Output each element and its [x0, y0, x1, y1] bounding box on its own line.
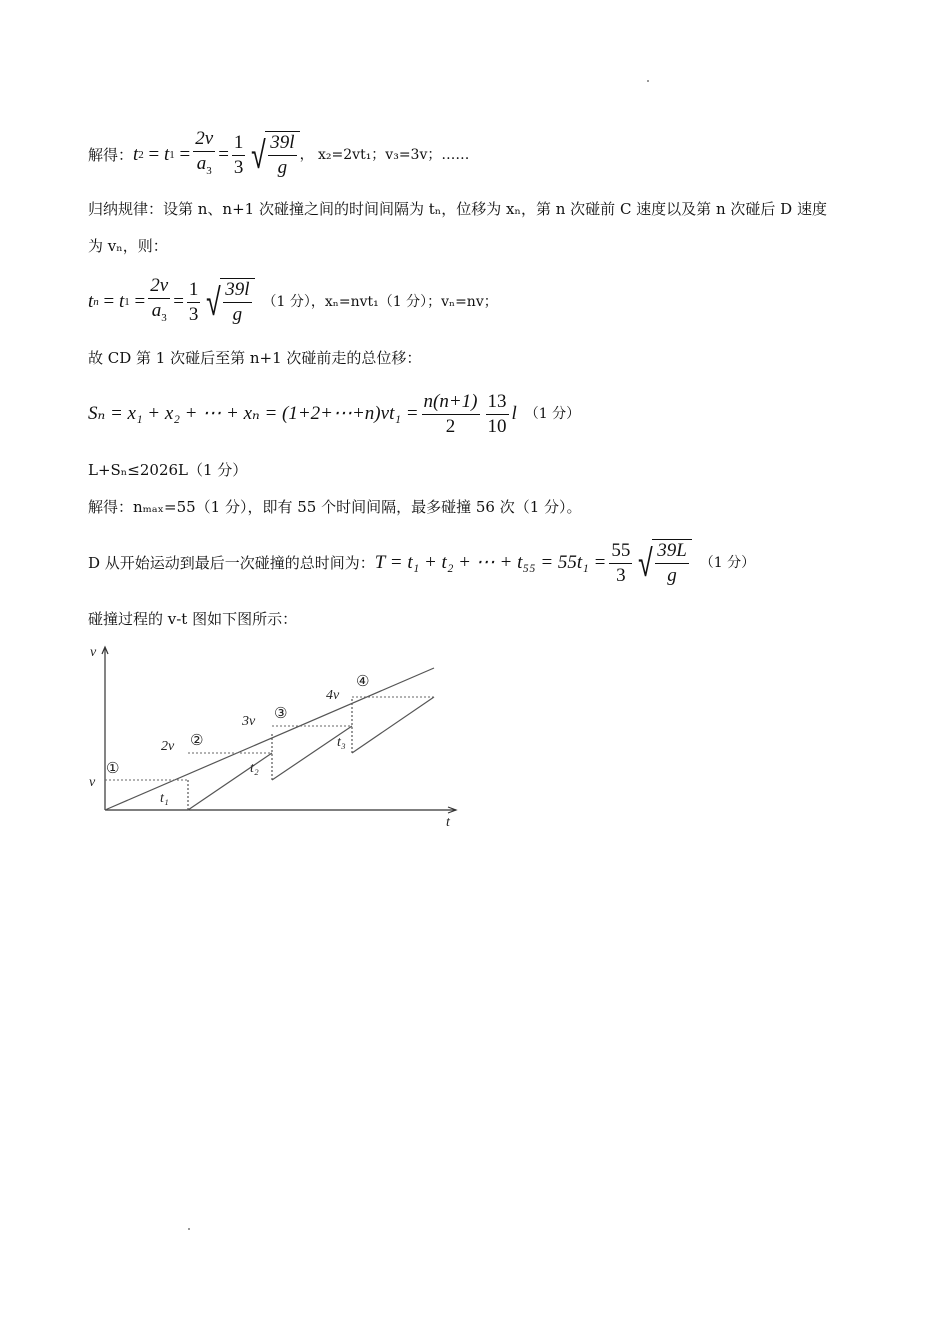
solution-line-2: 归纳规律：设第 n、n+1 次碰撞之间的时间间隔为 tₙ，位移为 xₙ，第 n 次碰前 C 速度以及第 n 次碰后 D 速度	[88, 200, 827, 218]
denominator: 10	[487, 415, 507, 437]
denominator: g	[277, 157, 288, 178]
equation-tn: t n = t 1 = $\frac{2v}{a_3}$ = $\frac{1}{3}$ √ $\frac{39l}{g}$	[88, 275, 255, 329]
numerator: 39L	[655, 540, 689, 564]
numerator: 55	[609, 540, 632, 564]
numerator: 2v	[193, 128, 215, 152]
solution-line-5: 故 CD 第 1 次碰后至第 n+1 次碰前走的总位移：	[88, 349, 422, 367]
t3-label: t₃	[337, 735, 346, 750]
numerator: 13	[486, 391, 509, 415]
subscript: 3	[161, 311, 167, 324]
equation-t2: t 2 = t 1 = $\frac{2v}{a_3}$ = $\frac{1}{3}$ √ $\frac{39l}{g}$	[133, 128, 300, 182]
fraction	[193, 128, 215, 182]
solution-line-3: 为 vₙ，则：	[88, 237, 168, 255]
numerator: 1	[232, 132, 246, 156]
2v-label: 2v	[161, 739, 175, 754]
solution-line-7: L+Sₙ≤2026L（1 分）	[88, 461, 248, 479]
solution-line-8: 解得：nₘₐₓ=55（1 分），即有 55 个时间间隔，最多碰撞 56 次（1 分）。	[88, 498, 582, 516]
fraction	[486, 391, 509, 438]
equation-tail: ， x₂=2vt₁；v₃=3v；……	[299, 147, 470, 163]
subscript: 3	[206, 164, 212, 177]
fraction	[422, 391, 480, 438]
denominator: 3	[188, 303, 199, 325]
denominator: a	[196, 153, 207, 175]
sum-expression: T = t₁ + t₂ + ⋯ + t₅₅ = 55t₁ =	[374, 552, 607, 573]
total-time-text: D 从开始运动到最后一次碰撞的总时间为：	[88, 554, 375, 572]
collision-1-marker: ①	[106, 759, 120, 777]
sum-expression: Sₙ = x₁ + x₂ + ⋯ + xₙ = (1+2+⋯+n)vt₁ =	[88, 403, 419, 424]
solution-line-1	[88, 130, 469, 180]
equation-tail: （1 分），xₙ=nvt₁（1 分）；vₙ=nv；	[262, 294, 498, 310]
fraction	[187, 279, 201, 326]
denominator: g	[667, 565, 677, 586]
var-t: t	[133, 144, 139, 165]
subscript: 2	[138, 149, 144, 161]
subscript: 1	[169, 149, 175, 161]
solution-line-6	[88, 386, 580, 442]
denominator: g	[232, 304, 243, 325]
fraction	[232, 132, 246, 179]
fraction	[148, 275, 170, 329]
speck	[188, 1228, 190, 1230]
denominator: 2	[445, 415, 456, 437]
3v-label: 3v	[242, 714, 256, 729]
t-axis-label: t	[446, 815, 450, 830]
numerator: n(n+1)	[422, 391, 480, 415]
numerator: 1	[187, 279, 201, 303]
subscript: 1	[124, 296, 130, 308]
equation-tail: （1 分）	[524, 406, 581, 422]
4v-label: 4v	[326, 688, 340, 703]
numerator: 2v	[148, 275, 170, 299]
t1-label: t₁	[160, 791, 169, 806]
numerator: 39l	[268, 132, 296, 156]
square-root: √ $\frac{39l}{g}$	[248, 131, 299, 179]
var-t: t	[119, 291, 125, 312]
fraction	[609, 540, 632, 587]
c-velocity-line	[105, 668, 434, 810]
denominator: 3	[233, 156, 244, 178]
equation-sn	[88, 391, 517, 438]
subscript: n	[93, 296, 99, 308]
equation-tail: （1 分）	[699, 555, 756, 571]
solution-line-10: 碰撞过程的 v-t 图如下图所示：	[88, 610, 298, 628]
speck	[647, 80, 649, 82]
collision-2-marker: ②	[190, 731, 204, 749]
fraction	[268, 132, 296, 179]
square-root: √ $\frac{39l}{g}$	[203, 278, 254, 326]
numerator: 39l	[223, 279, 251, 303]
denominator: a	[151, 300, 162, 322]
collision-3-marker: ③	[274, 704, 288, 722]
var-t: t	[164, 144, 170, 165]
v-level-label: v	[89, 775, 96, 790]
collision-4-marker: ④	[356, 672, 370, 690]
fraction	[223, 279, 251, 326]
fraction	[655, 540, 689, 587]
t2-label: t₂	[250, 761, 259, 776]
denominator: 3	[616, 564, 626, 586]
var-l: l	[511, 403, 517, 424]
solution-line-4	[88, 276, 498, 328]
label: 解得：	[88, 146, 134, 164]
equation-total-time	[375, 539, 692, 587]
var-t: t	[88, 291, 94, 312]
v-axis-label: v	[90, 645, 97, 660]
solution-line-9	[88, 535, 755, 591]
square-root: √ $\frac{39L}{g}$	[635, 539, 691, 587]
vt-graph	[84, 640, 474, 840]
